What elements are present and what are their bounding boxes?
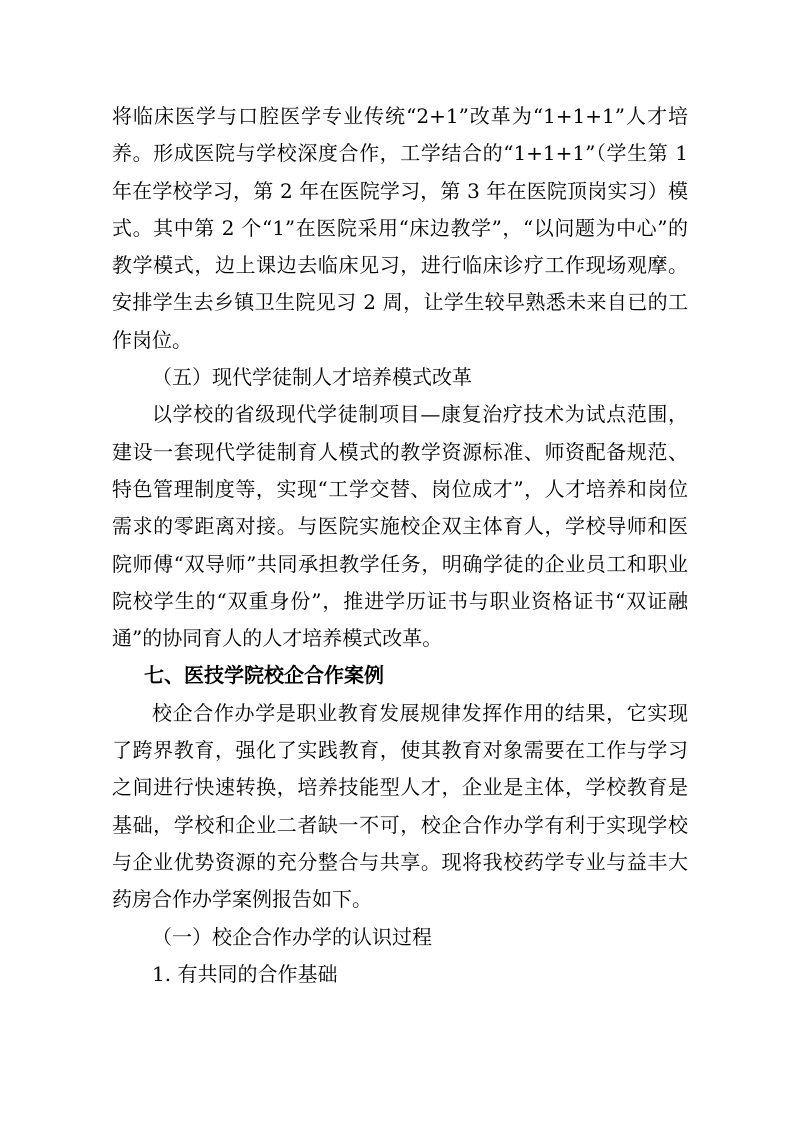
section-heading-case: 七、医技学院校企合作案例 [144,663,384,688]
subheading-common-basis: 1. 有共同的合作基础 [152,961,338,986]
document-body [112,98,688,993]
subheading-recognition: （一）校企合作办学的认识过程 [152,924,432,949]
paragraph-clinical-reform: 将临床医学与口腔医学专业传统“2+1”改革为“1+1+1”人才培养。形成医院与学校深度合作，工学结合的“1+1+1”（学生第 1 年在学校学习，第 2 年在医院学习，第 3 年在医院顶岗实习）模式。其中第 2 个“1”在医院采用“床边教学”，“以问题为中心”的教学模式，边上课边去临床见习，进行临床诊疗工作现场观摩。安排学生去乡镇卫生院见习 2 周，让学生较早熟悉未来自已的工作岗位。 [112,104,688,352]
subheading-apprenticeship: （五）现代学徒制人才培养模式改革 [152,365,472,390]
paragraph-cooperation: 校企合作办学是职业教育发展规律发挥作用的结果，它实现了跨界教育，强化了实践教育，使其教育对象需要在工作与学习之间进行快速转换，培养技能型人才，企业是主体，学校教育是基础，学校和企业二者缺一不可，校企合作办学有利于实现学校与企业优势资源的充分整合与共享。现将我校药学专业与益丰大药房合作办学案例报告如下。 [112,700,688,912]
paragraph-apprenticeship: 以学校的省级现代学徒制项目—康复治疗技术为试点范围，建设一套现代学徒制育人模式的教学资源标准、师资配备规范、特色管理制度等，实现“工学交替、岗位成才”，人才培养和岗位需求的零距离对接。与医院实施校企双主体育人，学校导师和医院师傅“双导师”共同承担教学任务，明确学徒的企业员工和职业院校学生的“双重身份”，推进学历证书与职业资格证书“双证融通”的协同育人的人才培养模式改革。 [112,402,688,651]
